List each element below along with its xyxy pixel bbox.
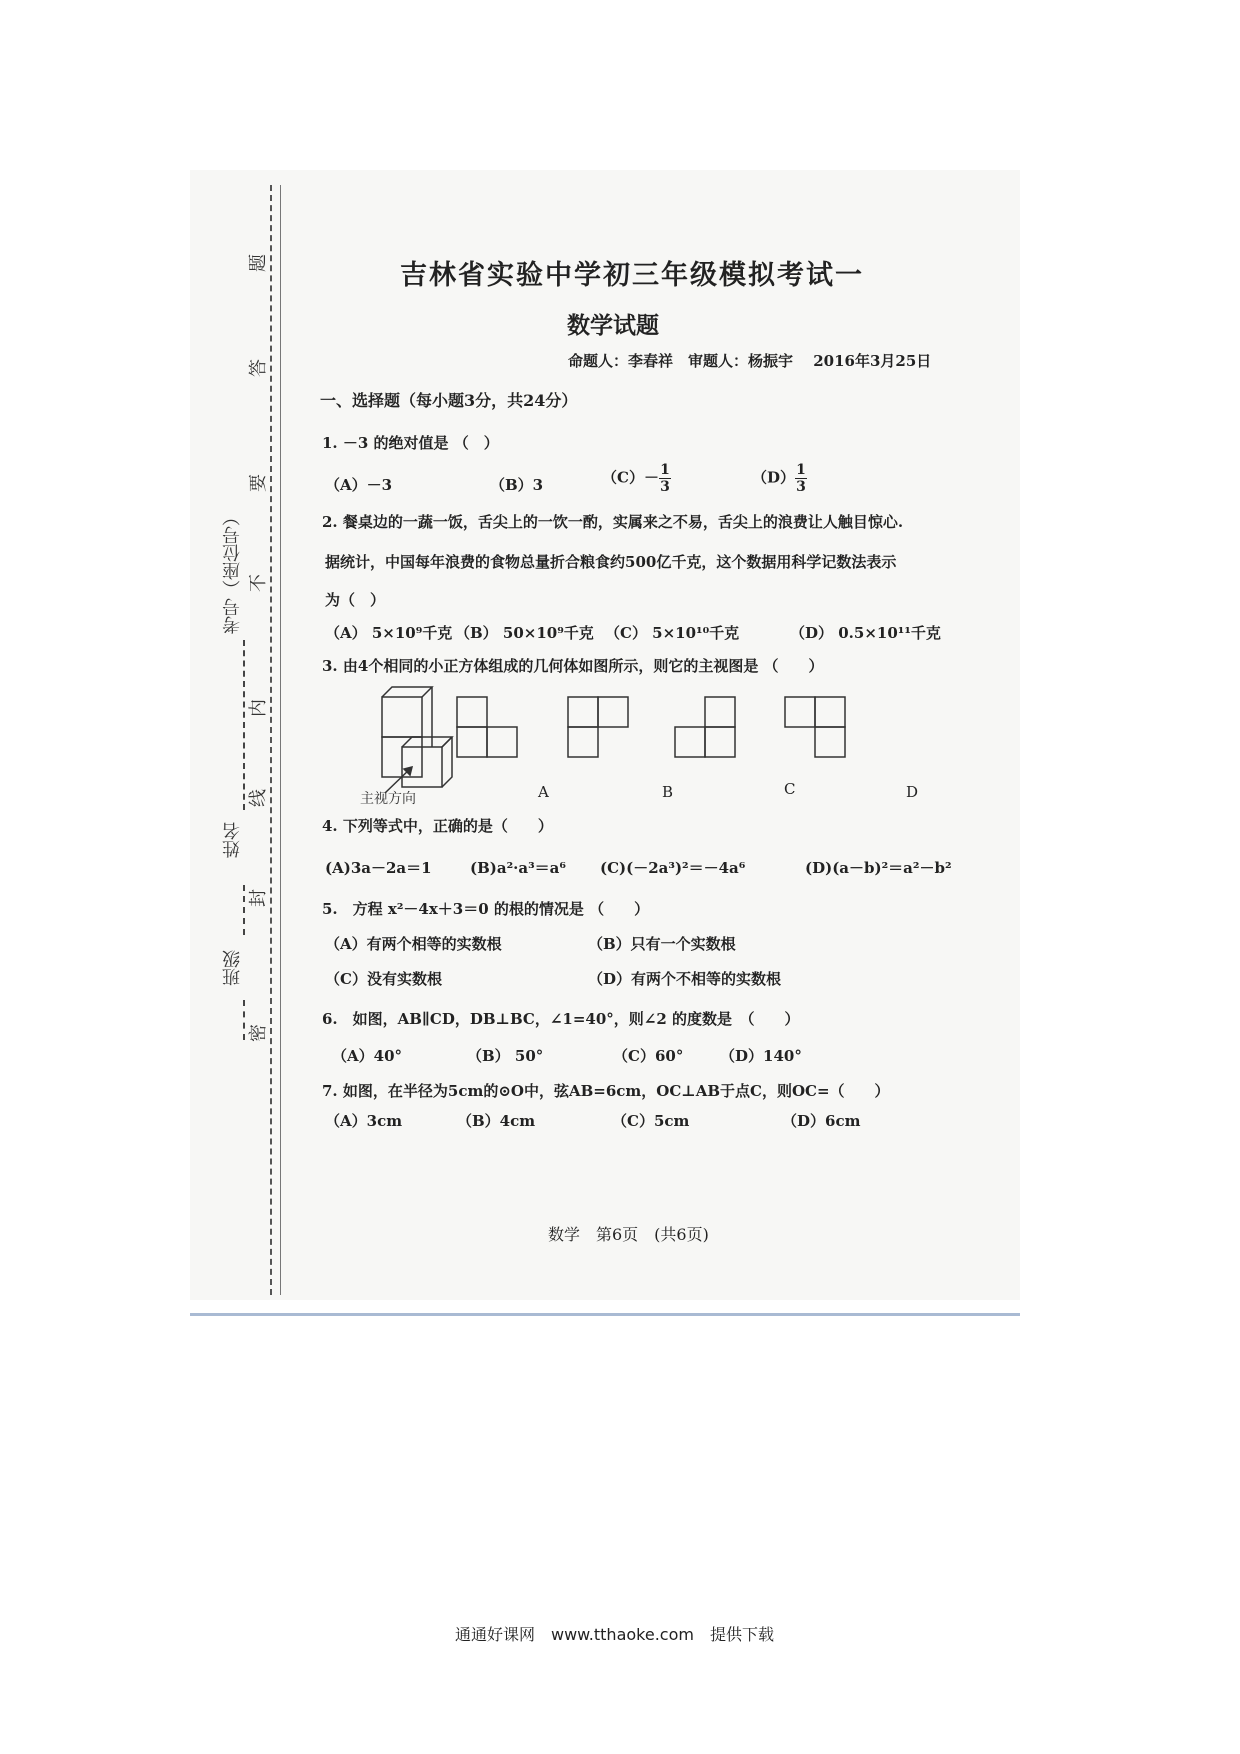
q4-stem: 4. 下列等式中，正确的是（ ） [322,817,553,835]
page-separator-line [190,1313,1020,1316]
exam-subtitle: 数学试题 [567,312,659,339]
q1-c-prefix: （C）－ [602,468,659,487]
q5-option-a: （A）有两个相等的实数根 [325,935,502,953]
q7-stem: 7. 如图，在半径为5cm的⊙O中，弦AB=6cm，OC⊥AB于点C，则OC=（ ） [322,1082,890,1100]
q3-solid-figure [382,687,452,793]
q5-option-d: （D）有两个不相等的实数根 [588,970,782,988]
q7-option-b: （B）4cm [457,1112,536,1130]
seal-char-nei: 内 [248,699,269,717]
q1-d-num: 1 [796,462,806,478]
seat-number-label: 考号（座位号） [222,508,243,634]
q2-option-b: （B） 50×10⁹千克 [455,624,594,642]
q3-view-label: 主视方向 [360,791,416,805]
q2-option-d: （D） 0.5×10¹¹千克 [790,624,941,642]
q1-option-c [602,462,671,495]
class-label: 班级 [222,950,243,986]
q1-d-fraction [795,462,807,495]
q1-option-a: （A）－3 [325,476,393,494]
seal-char-xian: 线 [248,789,269,807]
binding-solid-line [280,185,281,1295]
q1-c-den: 3 [660,479,670,495]
q3-view-d [785,697,845,757]
q3-label-c: C [784,780,796,798]
seal-char-feng: 封 [248,889,269,907]
q6-option-b: （B） 50° [467,1047,544,1065]
q3-label-d: D [906,783,919,801]
seal-char-bu: 不 [248,574,269,592]
q1-option-b: （B）3 [490,476,544,494]
q3-stem: 3. 由4个相同的小正方体组成的几何体如图所示，则它的主视图是 （ ） [322,657,824,675]
q7-option-d: （D）6cm [782,1112,861,1130]
seal-char-da: 答 [248,359,269,377]
name-label: 姓名 [222,822,243,858]
page-number: 数学 第6页 (共6页) [548,1225,709,1244]
q6-stem: 6. 如图，AB∥CD，DB⊥BC，∠1=40°，则∠2 的度数是 （ ） [322,1010,800,1028]
q7-option-c: （C）5cm [612,1112,690,1130]
q2-line2: 据统计，中国每年浪费的食物总量折合粮食约500亿千克，这个数据用科学记数法表示 [325,553,897,571]
q1-c-fraction [659,462,671,495]
q4-option-d: (D)(a－b)²＝a²－b² [805,859,952,877]
q3-label-b: B [662,783,674,801]
q6-option-c: （C）60° [613,1047,684,1065]
q3-view-b [568,697,628,757]
q5-option-c: （C）没有实数根 [325,970,442,988]
q1-c-num: 1 [660,462,670,478]
q2-option-a: （A） 5×10⁹千克 [325,624,453,642]
seal-char-yao: 要 [248,474,269,492]
exam-meta: 命题人：李春祥 审题人：杨振宇 2016年3月25日 [568,352,932,370]
q5-option-b: （B）只有一个实数根 [588,935,736,953]
q1-d-prefix: （D） [752,468,796,487]
q4-option-b: (B)a²·a³＝a⁶ [470,859,566,877]
q4-option-a: (A)3a－2a＝1 [325,859,432,877]
q3-view-a [457,697,517,757]
q2-line1: 2. 餐桌边的一蔬一饭，舌尖上的一饮一酌，实属来之不易，舌尖上的浪费让人触目惊心. [322,513,904,531]
q1-d-den: 3 [796,479,806,495]
q5-stem: 5. 方程 x²－4x＋3＝0 的根的情况是 （ ） [322,900,650,918]
q2-line3: 为（ ） [325,591,386,609]
q3-view-c [675,697,735,757]
download-footer: 通通好课网 www.tthaoke.com 提供下载 [455,1625,774,1644]
q2-option-c: （C） 5×10¹⁰千克 [605,624,740,642]
q4-option-c: (C)(－2a³)²＝－4a⁶ [600,859,746,877]
exam-title: 吉林省实验中学初三年级模拟考试一 [400,260,864,291]
seat-number-blank [243,640,247,810]
q7-option-a: （A）3cm [325,1112,403,1130]
q6-option-a: （A）40° [332,1047,403,1065]
binding-dashed-line [270,185,272,1295]
seal-char-ti: 题 [248,254,269,272]
q3-label-a: A [538,783,549,801]
section-heading: 一、选择题（每小题3分，共24分） [320,391,578,410]
q1-stem: 1. －3 的绝对值是 （ ） [322,434,499,452]
seal-char-mi: 密 [248,1024,269,1042]
q3-figures [340,685,980,805]
q6-option-d: （D）140° [720,1047,802,1065]
q1-option-d [752,462,807,495]
